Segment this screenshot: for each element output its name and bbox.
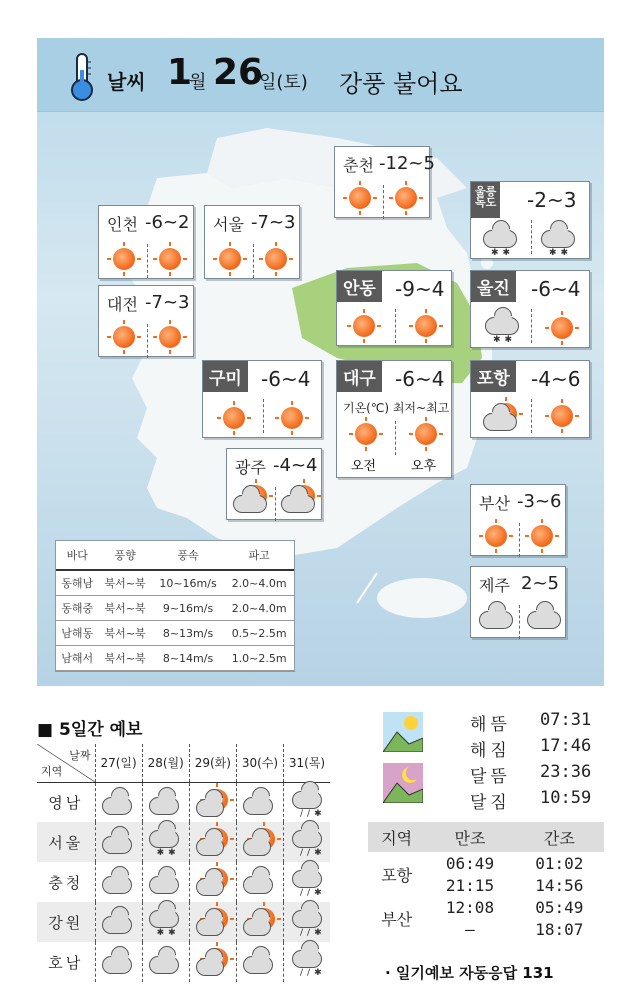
city-card-andong <box>336 270 452 346</box>
city-temp: 2~5 <box>521 573 559 594</box>
city-card-ulleung <box>470 181 590 259</box>
forecast-region: 강원 <box>37 902 95 942</box>
city-name: 울진 <box>471 271 516 302</box>
partly-cloudy-icon <box>196 838 224 856</box>
cloud-icon <box>102 797 132 815</box>
sun-icon <box>531 525 553 547</box>
city-name: 광주 <box>235 458 266 477</box>
temperature-legend: 기온(℃) 최저~최고 <box>343 401 450 415</box>
sun-icon <box>353 315 375 337</box>
tide-header: 지역 <box>368 822 425 852</box>
sunrise-time: 07:31 <box>540 710 592 730</box>
rain-snow-icon <box>292 830 322 848</box>
snow-cloud-icon <box>149 830 179 848</box>
rain-snow-icon <box>292 791 322 809</box>
city-card-seoul <box>204 205 300 279</box>
city-temp: -7~3 <box>145 292 190 313</box>
city-name: 부산 <box>479 494 510 513</box>
rain-snow-icon: //✱ <box>300 808 326 819</box>
tide-region: 부산 <box>381 909 413 929</box>
table-row: 동해남 북서~북 10~16m/s 2.0~4.0m <box>56 570 294 596</box>
header-month: 1 <box>167 52 193 93</box>
moonrise-icon <box>383 763 423 803</box>
cloud-icon <box>149 876 179 894</box>
sunset-label: 해짐 <box>470 741 511 761</box>
sunrise-label: 해뜸 <box>470 715 511 735</box>
cloud-icon <box>102 876 132 894</box>
city-name: 인천 <box>107 215 138 234</box>
forecast-table <box>37 744 330 982</box>
city-card-pohang <box>470 360 590 438</box>
forecast-title: ■ 5일간 예보 <box>37 720 143 740</box>
table-row: 남해동 북서~북 8~13m/s 0.5~2.5m <box>56 621 294 646</box>
forecast-region: 호남 <box>37 942 95 982</box>
cloud-icon <box>102 836 132 854</box>
sun-icon <box>113 248 135 270</box>
table-row <box>37 902 330 942</box>
rain-snow-icon <box>292 870 322 888</box>
moonrise-label: 달뜸 <box>470 767 511 787</box>
tide-header: 만조 <box>425 822 514 852</box>
city-card-uljin <box>470 270 590 348</box>
rain-snow-icon: //✱ <box>300 848 326 858</box>
city-card-chuncheon <box>334 146 435 218</box>
partly-cloudy-icon <box>281 495 315 513</box>
sun-icon <box>551 317 573 339</box>
rain-snow-icon: //✱ <box>300 888 326 898</box>
tide-region: 포항 <box>381 865 413 885</box>
city-temp: -4~6 <box>531 367 581 391</box>
sea-conditions-table <box>55 540 295 672</box>
snow-cloud-icon <box>483 230 517 248</box>
sun-icon <box>551 405 573 427</box>
corner-cell <box>37 744 95 782</box>
snow-cloud-icon <box>485 317 519 335</box>
header-headline: 강풍 불어요 <box>339 70 463 98</box>
city-name: 서울 <box>213 215 244 234</box>
weather-map-panel <box>37 38 604 686</box>
city-temp: -6~4 <box>531 277 581 301</box>
header-month-unit: 월 <box>189 72 207 93</box>
city-temp: -6~4 <box>261 367 311 391</box>
city-name: 울릉 독도 <box>471 182 500 218</box>
table-row: – 18:07 <box>465 919 584 939</box>
sun-icon <box>265 248 287 270</box>
city-name: 안동 <box>337 271 382 302</box>
snow-icon: ✱✱ <box>549 248 573 258</box>
snow-icon: ✱✱ <box>156 928 180 938</box>
partly-cloudy-icon <box>483 413 517 431</box>
forecast-day: 31(목) <box>284 744 331 782</box>
city-temp: -6~2 <box>145 212 190 233</box>
table-row: 남해서 북서~북 8~14m/s 1.0~2.5m <box>56 646 294 671</box>
forecast-region: 충청 <box>37 862 95 902</box>
rain-snow-icon: //✱ <box>300 928 326 938</box>
sun-icon <box>395 187 417 209</box>
table-row <box>37 822 330 862</box>
cloud-icon <box>243 876 273 894</box>
corner-bottom: 지역 <box>41 764 63 778</box>
city-card-gwangju <box>226 448 322 520</box>
table-row: 동해중 북서~북 9~16m/s 2.0~4.0m <box>56 596 294 621</box>
sun-icon <box>281 407 303 429</box>
city-temp: -9~4 <box>395 277 445 301</box>
tide-header: 간조 <box>515 822 604 852</box>
sun-icon <box>415 423 437 445</box>
city-card-busan <box>470 484 566 556</box>
rain-snow-icon <box>292 950 322 968</box>
city-name: 대구 <box>337 361 382 392</box>
partly-cloudy-icon <box>196 958 224 976</box>
partly-cloudy-icon <box>196 799 224 817</box>
partly-cloudy-icon <box>196 878 224 896</box>
sun-icon <box>485 525 507 547</box>
snow-icon: ✱✱ <box>156 848 180 858</box>
city-card-daegu <box>336 360 452 478</box>
cloud-icon <box>243 797 273 815</box>
city-name: 제주 <box>479 576 510 595</box>
sea-header: 풍향 <box>98 541 151 570</box>
city-card-gumi <box>202 360 322 438</box>
city-card-incheon <box>98 205 194 279</box>
cloud-icon <box>149 797 179 815</box>
sunset-time: 17:46 <box>540 736 592 756</box>
city-name: 춘천 <box>343 156 374 175</box>
tide-table <box>368 822 604 940</box>
snow-cloud-icon <box>541 230 575 248</box>
forecast-region: 영남 <box>37 782 95 822</box>
table-row <box>37 782 330 822</box>
forecast-day: 27(일) <box>95 744 142 782</box>
sun-icon <box>159 326 181 348</box>
city-card-jeju <box>470 566 566 638</box>
cloud-icon <box>479 611 513 629</box>
am-label: 오전 <box>351 459 377 474</box>
city-name: 구미 <box>203 361 248 392</box>
city-temp: -7~3 <box>251 212 296 233</box>
sun-icon <box>219 248 241 270</box>
city-temp: -2~3 <box>527 188 577 212</box>
forecast-day: 28(월) <box>142 744 189 782</box>
cloud-icon <box>149 956 179 974</box>
city-card-daejeon <box>98 285 194 357</box>
rain-snow-icon: //✱ <box>300 968 326 978</box>
sun-icon <box>159 248 181 270</box>
partly-cloudy-icon <box>243 918 271 936</box>
table-row: 포항 06:49 01:02 <box>368 852 604 874</box>
city-name: 포항 <box>471 361 516 392</box>
snow-icon: ✱✱ <box>491 248 515 258</box>
city-temp: -12~5 <box>379 153 435 174</box>
header-day-unit: 일(토) <box>259 72 308 93</box>
moonset-time: 10:59 <box>540 788 592 808</box>
city-temp: -4~4 <box>273 455 318 476</box>
sun-icon <box>223 407 245 429</box>
sunrise-icon <box>383 712 423 752</box>
sun-icon <box>349 187 371 209</box>
moonrise-time: 23:36 <box>540 762 592 782</box>
corner-top: 날짜 <box>69 749 91 762</box>
cloud-icon <box>102 956 132 974</box>
pm-label: 오후 <box>411 459 437 474</box>
sun-icon <box>113 326 135 348</box>
partly-cloudy-icon <box>233 495 267 513</box>
rain-snow-icon <box>292 910 322 928</box>
cloud-icon <box>102 916 132 934</box>
header-day: 26 <box>213 52 264 93</box>
table-row: 부산 12:08 05:49 <box>368 896 604 918</box>
snow-icon: ✱✱ <box>493 335 517 345</box>
snow-cloud-icon <box>149 910 179 928</box>
sea-header: 파고 <box>224 541 294 570</box>
forecast-day: 29(화) <box>189 744 236 782</box>
cloud-icon <box>243 956 273 974</box>
footer-info: · 일기예보 자동응답 131 <box>385 964 554 982</box>
table-row <box>37 942 330 982</box>
table-row: 21:15 14:56 <box>445 875 584 895</box>
city-temp: -6~4 <box>395 367 445 391</box>
forecast-day: 30(수) <box>236 744 283 782</box>
cloud-icon <box>527 611 561 629</box>
sun-icon <box>415 315 437 337</box>
moonset-label: 달짐 <box>470 793 511 813</box>
sea-header: 바다 <box>56 541 98 570</box>
partly-cloudy-icon <box>243 838 271 856</box>
city-name: 대전 <box>107 295 138 314</box>
forecast-region: 서울 <box>37 822 95 862</box>
city-temp: -3~6 <box>517 491 562 512</box>
header-label: 날씨 <box>107 70 146 94</box>
sun-icon <box>355 423 377 445</box>
table-row <box>37 862 330 902</box>
partly-cloudy-icon <box>196 918 224 936</box>
sea-header: 풍속 <box>152 541 225 570</box>
